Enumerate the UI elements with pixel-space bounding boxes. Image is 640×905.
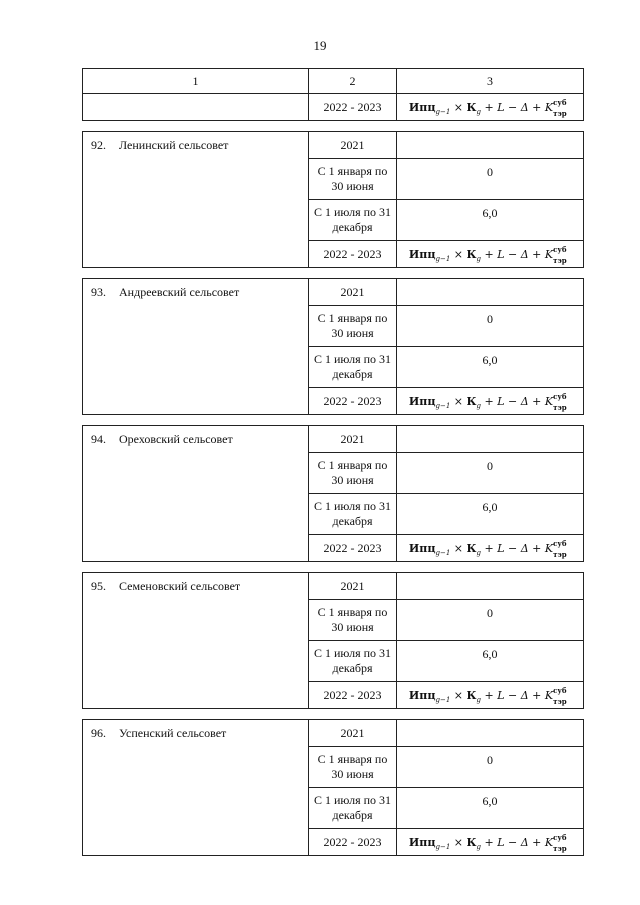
page-number: 19	[313, 38, 327, 53]
period-cell: С 1 января по 30 июня	[309, 747, 397, 788]
period-cell: С 1 января по 30 июня	[309, 453, 397, 494]
group-gap	[83, 268, 584, 279]
value-cell	[397, 573, 584, 600]
value-cell: 6,0	[397, 494, 584, 535]
period-cell: 2021	[309, 426, 397, 453]
period-cell: С 1 июля по 31 декабря	[309, 494, 397, 535]
period-cell: 2021	[309, 720, 397, 747]
value-cell: 6,0	[397, 788, 584, 829]
table-row	[83, 132, 584, 159]
value-cell: 0	[397, 600, 584, 641]
continuation-name-cell	[83, 94, 309, 121]
settlement-name-cell	[83, 426, 309, 562]
formula-cell	[397, 682, 584, 709]
period-cell: 2022 - 2023	[309, 682, 397, 709]
formula: $Ипц_{g-1} \times К_g + L - \Delta + K$ суб тэр	[408, 685, 567, 706]
period-cell: 2022 - 2023	[309, 241, 397, 268]
row-number: 95.	[91, 579, 106, 593]
period-cell: С 1 июля по 31 декабря	[309, 200, 397, 241]
table-row	[83, 279, 584, 306]
settlement-name: Ореховский сельсовет	[119, 432, 233, 446]
gap-cell	[83, 415, 584, 426]
group-gap	[83, 562, 584, 573]
settlement-name: Семеновский сельсовет	[119, 579, 241, 593]
formula-cell	[397, 829, 584, 856]
period-cell: 2022 - 2023	[309, 829, 397, 856]
value-cell	[397, 426, 584, 453]
row-number: 92.	[91, 138, 106, 152]
tariff-table-sheet	[82, 68, 583, 856]
continuation-period-cell: 2022 - 2023	[309, 94, 397, 121]
value-cell: 0	[397, 453, 584, 494]
period-cell: С 1 июля по 31 декабря	[309, 641, 397, 682]
group-gap	[83, 709, 584, 720]
settlement-name-cell	[83, 132, 309, 268]
period-cell: 2021	[309, 132, 397, 159]
value-cell: 6,0	[397, 200, 584, 241]
settlement-name: Ленинский сельсовет	[119, 138, 229, 152]
value-cell: 6,0	[397, 641, 584, 682]
period-cell: С 1 января по 30 июня	[309, 600, 397, 641]
settlement-name-cell	[83, 720, 309, 856]
formula: $Ипц_{g-1} \times К_g + L - \Delta + K$ суб тэр	[408, 244, 567, 265]
row-number: 94.	[91, 432, 106, 446]
row-number: 96.	[91, 726, 106, 740]
table-row	[83, 720, 584, 747]
formula: $Ипц_{g-1} \times К_g + L - \Delta + K$ суб тэр	[408, 538, 567, 559]
continuation-formula-cell	[397, 94, 584, 121]
settlement-name-cell	[83, 573, 309, 709]
gap-cell	[83, 709, 584, 720]
value-cell: 0	[397, 306, 584, 347]
table-row	[83, 573, 584, 600]
settlement-name-cell	[83, 279, 309, 415]
value-cell	[397, 279, 584, 306]
formula-cell	[397, 535, 584, 562]
formula-cell	[397, 241, 584, 268]
period-cell: С 1 июля по 31 декабря	[309, 347, 397, 388]
column-header-1: 1	[83, 69, 309, 94]
period-cell: С 1 января по 30 июня	[309, 159, 397, 200]
period-cell: 2022 - 2023	[309, 388, 397, 415]
table-header-row	[83, 69, 584, 94]
group-gap	[83, 121, 584, 132]
column-header-3: 3	[397, 69, 584, 94]
row-number: 93.	[91, 285, 106, 299]
column-header-2: 2	[309, 69, 397, 94]
value-cell: 0	[397, 747, 584, 788]
period-cell: 2022 - 2023	[309, 535, 397, 562]
continuation-row	[83, 94, 584, 121]
period-cell: 2021	[309, 279, 397, 306]
gap-cell	[83, 268, 584, 279]
settlement-name: Успенский сельсовет	[119, 726, 227, 740]
group-gap	[83, 415, 584, 426]
value-cell: 0	[397, 159, 584, 200]
formula: $Ипц_{g-1} \times К_g + L - \Delta + K$ суб тэр	[408, 832, 567, 853]
period-cell: С 1 июля по 31 декабря	[309, 788, 397, 829]
value-cell	[397, 720, 584, 747]
table-row	[83, 426, 584, 453]
period-cell: 2021	[309, 573, 397, 600]
settlement-name: Андреевский сельсовет	[119, 285, 240, 299]
formula: $Ипц_{g-1} \times К_g + L - \Delta + K$ суб тэр	[408, 391, 567, 412]
value-cell	[397, 132, 584, 159]
value-cell: 6,0	[397, 347, 584, 388]
gap-cell	[83, 562, 584, 573]
gap-cell	[83, 121, 584, 132]
formula: $Ипц_{g-1} \times К_g + L - \Delta + K$ суб тэр	[408, 97, 567, 118]
period-cell: С 1 января по 30 июня	[309, 306, 397, 347]
formula-cell	[397, 388, 584, 415]
tariff-table	[82, 68, 584, 856]
